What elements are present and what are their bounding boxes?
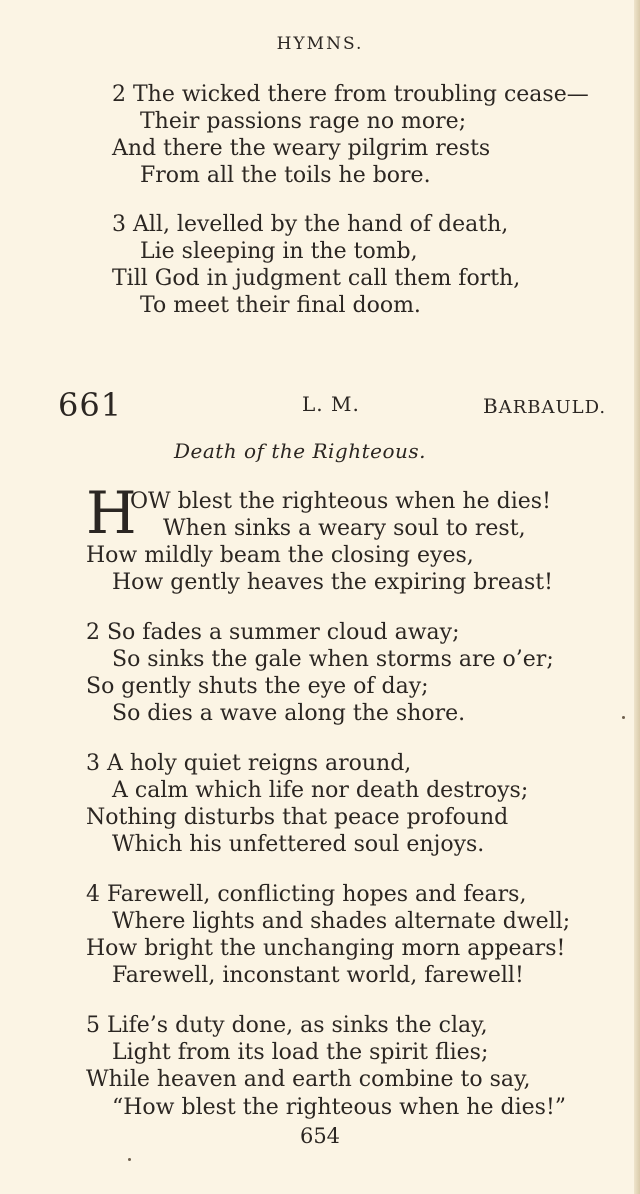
- verse-line: How bright the unchanging morn appears!: [86, 936, 566, 961]
- running-head: HYMNS.: [276, 34, 364, 54]
- drop-cap: H: [86, 479, 137, 547]
- verse-line: While heaven and earth combine to say,: [86, 1067, 531, 1092]
- verse-line: OW blest the righteous when he dies!: [130, 489, 551, 514]
- verse-line: 4 Farewell, conflicting hopes and fears,: [86, 882, 527, 907]
- verse-line: From all the toils he bore.: [140, 163, 431, 188]
- verse-line: 2 The wicked there from troubling cease—: [112, 82, 589, 107]
- verse-line: Nothing disturbs that peace profound: [86, 805, 509, 830]
- hymn-author: [483, 394, 606, 418]
- verse-line: So dies a wave along the shore.: [112, 701, 466, 726]
- verse-line: How gently heaves the expiring breast!: [112, 570, 553, 595]
- paper-speck: [128, 1158, 131, 1161]
- verse-line: 5 Life’s duty done, as sinks the clay,: [86, 1013, 488, 1038]
- verse-line: 3 All, levelled by the hand of death,: [112, 212, 509, 237]
- verse-line: Their passions rage no more;: [140, 109, 467, 134]
- verse-line: Which his unfettered soul enjoys.: [112, 832, 485, 857]
- verse-line: 3 A holy quiet reigns around,: [86, 751, 412, 776]
- verse-line: Where lights and shades alternate dwell;: [112, 909, 571, 934]
- verse-line: Farewell, inconstant world, farewell!: [112, 963, 524, 988]
- verse-line: A calm which life nor death destroys;: [112, 778, 529, 803]
- verse-line: Lie sleeping in the tomb,: [140, 239, 418, 264]
- author-rest: ARBAULD.: [498, 397, 607, 418]
- hymn-meter: L. M.: [302, 392, 360, 416]
- verse-line: Till God in judgment call them forth,: [112, 266, 521, 291]
- page-number: 654: [299, 1124, 341, 1148]
- verse-line: So gently shuts the eye of day;: [86, 674, 429, 699]
- page-edge: [634, 0, 640, 1194]
- verse-line: “How blest the righteous when he dies!”: [112, 1095, 567, 1120]
- author-initial: B: [483, 394, 499, 418]
- verse-line: Light from its load the spirit flies;: [112, 1040, 489, 1065]
- verse-line: To meet their final doom.: [140, 293, 421, 318]
- hymn-number: 661: [58, 386, 123, 424]
- verse-line: When sinks a weary soul to rest,: [163, 516, 526, 541]
- verse-line: 2 So fades a summer cloud away;: [86, 620, 460, 645]
- verse-line: And there the weary pilgrim rests: [112, 136, 491, 161]
- hymn-title: Death of the Righteous.: [173, 439, 427, 463]
- verse-line: So sinks the gale when storms are o’er;: [112, 647, 554, 672]
- paper-speck: [622, 716, 625, 719]
- verse-line: How mildly beam the closing eyes,: [86, 543, 474, 568]
